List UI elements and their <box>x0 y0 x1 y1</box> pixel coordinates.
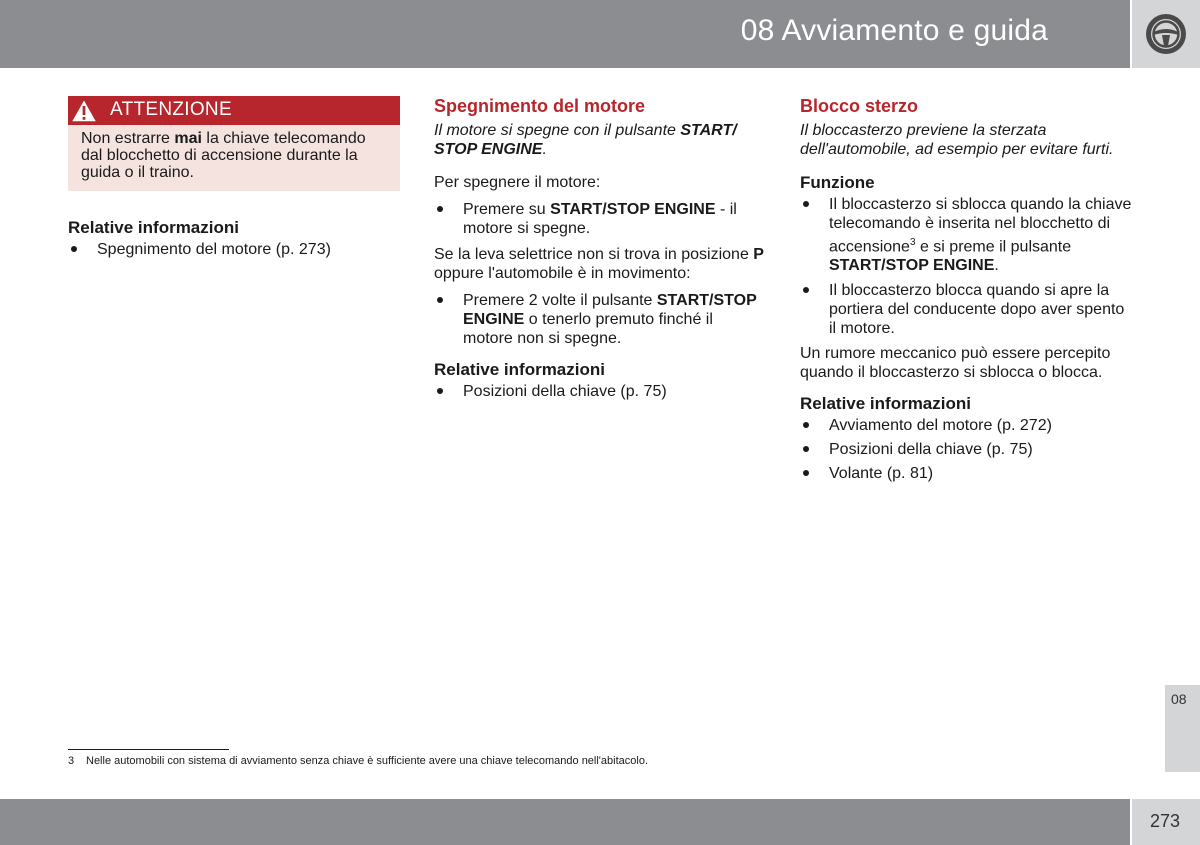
related-link[interactable]: Spegnimento del motore (p. 273) <box>68 240 400 259</box>
related-heading: Relative informazioni <box>68 218 239 237</box>
footnote-number: 3 <box>68 755 75 767</box>
related-link[interactable]: Volante (p. 81) <box>800 464 1132 483</box>
warning-title: ATTENZIONE <box>110 99 232 120</box>
warning-body <box>68 125 400 191</box>
steps-list-1 <box>434 200 766 238</box>
related-list <box>68 240 400 259</box>
list-item: Premere su START/STOP ENGINE - il motore si spegne. <box>434 200 766 238</box>
bullet-icon <box>803 446 809 452</box>
page-number-box <box>1132 799 1200 845</box>
footnote <box>68 755 648 767</box>
bullet-icon <box>437 297 443 303</box>
column-engine-off <box>434 96 766 401</box>
footnote-ref[interactable]: 3 <box>909 237 916 248</box>
chapter-title: 08 Avviamento e guida <box>740 14 1048 47</box>
related-list <box>800 416 1132 483</box>
bullet-icon <box>437 206 443 212</box>
bullet-icon <box>71 246 77 252</box>
warning-text-pre: Non estrarre <box>81 130 175 147</box>
related-list <box>434 382 766 401</box>
section-intro: Il motore si spegne con il pulsante START/ STOP ENGINE. <box>434 122 737 158</box>
footnote-text: Nelle automobili con sistema di avviamento senza chiave è sufficiente avere una chiave telecomando nell'abitacolo. <box>86 755 648 767</box>
related-link[interactable]: Posizioni della chiave (p. 75) <box>434 382 766 401</box>
function-heading: Funzione <box>800 173 875 192</box>
paragraph: Per spegnere il motore: <box>434 174 601 191</box>
bullet-icon <box>437 388 443 394</box>
warning-text-post: la chiave telecomando dal blocchetto di accensione durante la guida o il traino. <box>81 130 366 181</box>
steering-wheel-icon <box>1144 12 1188 56</box>
section-title: Spegnimento del motore <box>434 96 646 116</box>
related-link[interactable]: Avviamento del motore (p. 272) <box>800 416 1132 435</box>
section-intro: Il bloccasterzo previene la sterzata dell'automobile, ad esempio per evitare furti. <box>800 122 1114 158</box>
bullet-icon <box>803 201 809 207</box>
chapter-side-tab[interactable] <box>1165 685 1200 772</box>
function-list <box>800 195 1132 338</box>
warning-text-bold: mai <box>174 130 202 147</box>
section-title: Blocco sterzo <box>800 96 919 116</box>
related-link[interactable]: Posizioni della chiave (p. 75) <box>800 440 1132 459</box>
steps-list-2 <box>434 291 766 348</box>
list-item: Il bloccasterzo blocca quando si apre la portiera del conducente dopo aver spento il motore. <box>800 281 1132 338</box>
paragraph: Se la leva selettrice non si trova in posizione P oppure l'automobile è in movimento: <box>434 246 764 282</box>
warning-header <box>68 96 400 125</box>
footer-bar <box>0 799 1130 845</box>
warning-triangle-icon <box>70 97 98 124</box>
chapter-icon-tab <box>1132 0 1200 68</box>
bullet-icon <box>803 287 809 293</box>
header-bar <box>0 0 1130 68</box>
page-number: 273 <box>1150 811 1181 831</box>
bullet-icon <box>803 470 809 476</box>
list-item: Il bloccasterzo si sblocca quando la chiave telecomando è inserita nel blocchetto di accensione$^3$ e si preme il pulsante START/STOP ENGINE. <box>800 195 1132 275</box>
related-heading: Relative informazioni <box>434 360 605 379</box>
chapter-side-tab-label: 08 <box>1171 691 1187 707</box>
footnote-rule <box>68 749 229 750</box>
column-steering-lock <box>800 96 1132 483</box>
column-warning <box>68 96 400 259</box>
list-item: Premere 2 volte il pulsante START/STOP ENGINE o tenerlo premuto finché il motore non si spegne. <box>434 291 766 348</box>
paragraph: Un rumore meccanico può essere percepito quando il bloccasterzo si sblocca o blocca. <box>800 345 1111 382</box>
related-heading: Relative informazioni <box>800 394 971 414</box>
bullet-icon <box>803 422 809 428</box>
